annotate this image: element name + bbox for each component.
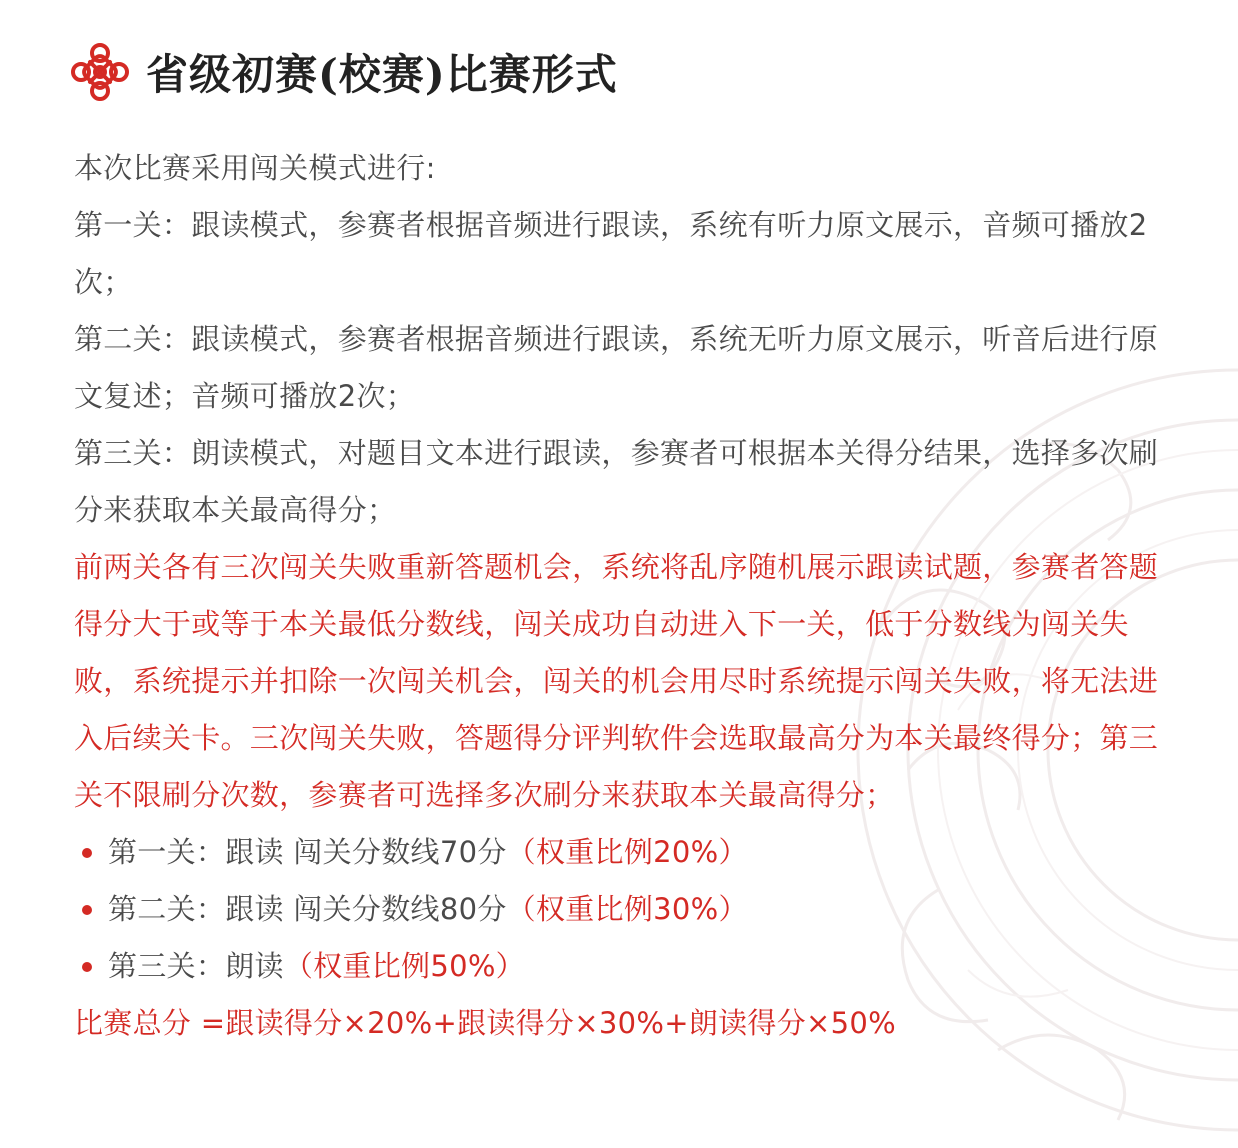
page-header	[68, 38, 618, 106]
bullet-item-level-2	[74, 881, 1182, 938]
total-score-formula: 比赛总分 =跟读得分×20%+跟读得分×30%+朗读得分×50%	[74, 1006, 896, 1040]
bullet-weight: （权重比例30%）	[506, 892, 748, 926]
level-1-description: 第一关：跟读模式，参赛者根据音频进行跟读，系统有听力原文展示，音频可播放2次；	[74, 208, 1148, 299]
intro-text: 本次比赛采用闯关模式进行:	[74, 151, 436, 185]
bullet-item-level-1	[74, 824, 1182, 881]
rules-text: 前两关各有三次闯关失败重新答题机会，系统将乱序随机展示跟读试题，参赛者答题得分大于或等于本关最低分数线，闯关成功自动进入下一关，低于分数线为闯关失败，系统提示并扣除一次闯关机会，闯关的机会用尽时系统提示闯关失败，将无法进入后续关卡。三次闯关失败，答题得分评判软件会选取最高分为本关最终得分；第三关不限刷分次数，参赛者可选择多次刷分来获取本关最高得分；	[74, 550, 1159, 812]
bullet-text: 第三关：朗读	[108, 949, 284, 983]
bullet-text: 第二关：跟读 闯关分数线80分	[108, 892, 507, 926]
red-dot-icon	[82, 905, 92, 915]
content-body	[74, 140, 1182, 1052]
bullet-item-level-3	[74, 938, 1182, 995]
bullet-weight: （权重比例20%）	[506, 835, 748, 869]
level-2-description: 第二关：跟读模式，参赛者根据音频进行跟读，系统无听力原文展示，听音后进行原文复述；音频可播放2次；	[74, 322, 1159, 413]
bullet-text: 第一关：跟读 闯关分数线70分	[108, 835, 507, 869]
red-dot-icon	[82, 962, 92, 972]
red-dot-icon	[82, 848, 92, 858]
page-title: 省级初赛(校赛)比赛形式	[146, 50, 618, 99]
level-3-description: 第三关：朗读模式，对题目文本进行跟读，参赛者可根据本关得分结果，选择多次刷分来获取本关最高得分；	[74, 436, 1159, 527]
chinese-knot-icon	[68, 40, 132, 104]
bullet-weight: （权重比例50%）	[283, 949, 525, 983]
